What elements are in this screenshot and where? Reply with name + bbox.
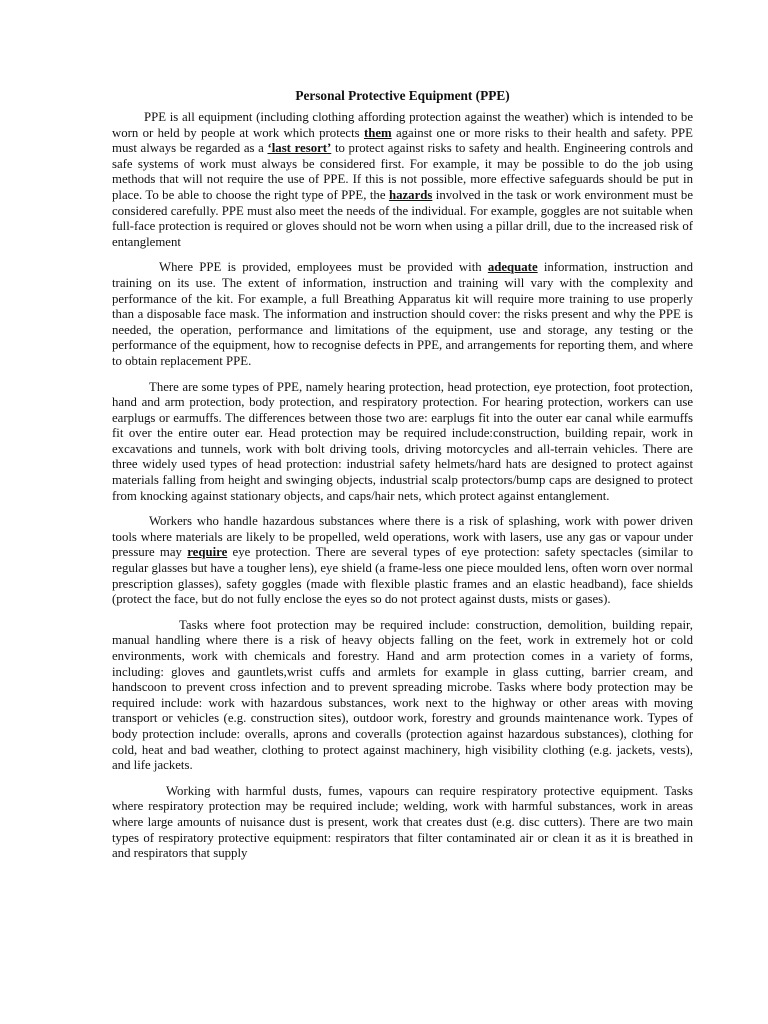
p1-text-a: PPE is all equipment (including clothing affording protection against the weather) which is intended to be worn or held by people at work which protects [112, 110, 693, 140]
p4-text-a: Workers who handle hazardous substances where there is a risk of splashing, work with power driven tools where materials are likely to be propelled, weld operations, work with lasers, use any gas or vapour under pressure may [112, 514, 693, 560]
p1-emphasis-them: them [363, 125, 392, 140]
paragraph-ppe-types: There are some types of PPE, namely hearing protection, head protection, eye protection, foot protection, hand and arm protection, body protection, and respiratory protection. For hearing protection, workers can use earplugs or earmuffs. The differences between those two are: earplugs fit into the outer ear canal while earmuffs fit over the entire outer ear. Head protection may be required include:construction, building repair, work in excavations and tunnels, work with bolt driving tools, driving motorcycles and all-terrain vehicles. There are three widely used types of head protection: industrial safety helmets/hard hats are designed to protect against materials falling from height and swinging objects, industrial scalp protectors/bump caps are designed to protect from knocking against stationary objects, and caps/hair nets, which protect against entanglement. [112, 379, 693, 503]
paragraph-eye-protection [112, 514, 693, 608]
p1-emphasis-hazards: hazards [388, 187, 433, 202]
p1-text-e: to protect against risks to safety and health. Engineering controls and safe systems of work must always be considered first. For example, it may be possible to do the job using methods that will not require the use of PPE. If this is not possible, more effective safeguards should be put in place. To be able to choose the right type of PPE, the [112, 141, 693, 202]
p1-emphasis-last-resort: ‘last resort’ [267, 141, 332, 156]
paragraph-ppe-definition [112, 110, 693, 250]
p1-text-c: against one or more risks to their health and safety. PPE must always be regarded as a [112, 125, 693, 156]
paragraph-ppe-training [112, 260, 693, 369]
p4-emphasis-require: require [187, 545, 228, 560]
p2-text-c: information, instruction and training on its use. The extent of information, instruction and training will vary with the complexity and performance of the kit. For example, a full Breathing Apparatus kit will require more training to use properly than a disposable face mask. The information and instruction should cover: the risks present and why the PPE is needed, the operation, performance and limitations of the equipment, use and storage, any testing or the performance of the equipment, how to recognise defects in PPE, and arrangements for reporting them, and where to obtain replacement PPE. [112, 260, 693, 368]
p1-text-g: involved in the task or work environment must be considered carefully. PPE must also meet the needs of the individual. For example, goggles are not suitable when full-face protection is required or gloves should not be worn when using a pillar drill, due to the increased risk of entanglement [112, 187, 693, 249]
document-page [112, 88, 693, 872]
document-title: Personal Protective Equipment (PPE) [295, 88, 510, 103]
p2-text-a: Where PPE is provided, employees must be provided with [159, 260, 488, 275]
paragraph-respiratory: Working with harmful dusts, fumes, vapours can require respiratory protective equipment. Tasks where respiratory protection may be required include; welding, work with harmful substances, work in areas where large amounts of nuisance dust is present, work that creates dust (e.g. disc cutters). There are two main types of respiratory protective equipment: respirators that filter contaminated air or clean it as it is breathed in and respirators that supply [112, 783, 693, 861]
paragraph-foot-hand-body: Tasks where foot protection may be required include: construction, demolition, building repair, manual handling where there is a risk of heavy objects falling on the feet, work in extremely hot or cold environments, work with chemicals and forestry. Hand and arm protection comes in a variety of forms, including: gloves and gauntlets,wrist cuffs and armlets for example in glass cutting, barrier cream, and handscoon to prevent cross infection and to prevent spreading microbe. Tasks where body protection may be required include: work with hazardous substances, work next to the highway or other areas with moving transport or vehicles (e.g. construction sites), outdoor work, forestry and grounds maintenance work. Types of body protection include: overalls, aprons and coveralls (protection against hazardous substances), clothing for cold, heat and bad weather, clothing to protect against machinery, high visibility clothing (e.g. jackets, vests), and life jackets. [112, 617, 693, 773]
p2-emphasis-adequate: adequate [487, 260, 538, 275]
p4-text-c: eye protection. There are several types of eye protection: safety spectacles (similar to regular glasses but have a tougher lens), eye shield (a frame-less one piece moulded lens, often worn over normal prescription glasses), safety goggles (made with flexible plastic frames and an elastic headband), face shields (protect the face, but do not fully enclose the eyes so do not protect against dusts, mists or gases). [112, 545, 693, 607]
